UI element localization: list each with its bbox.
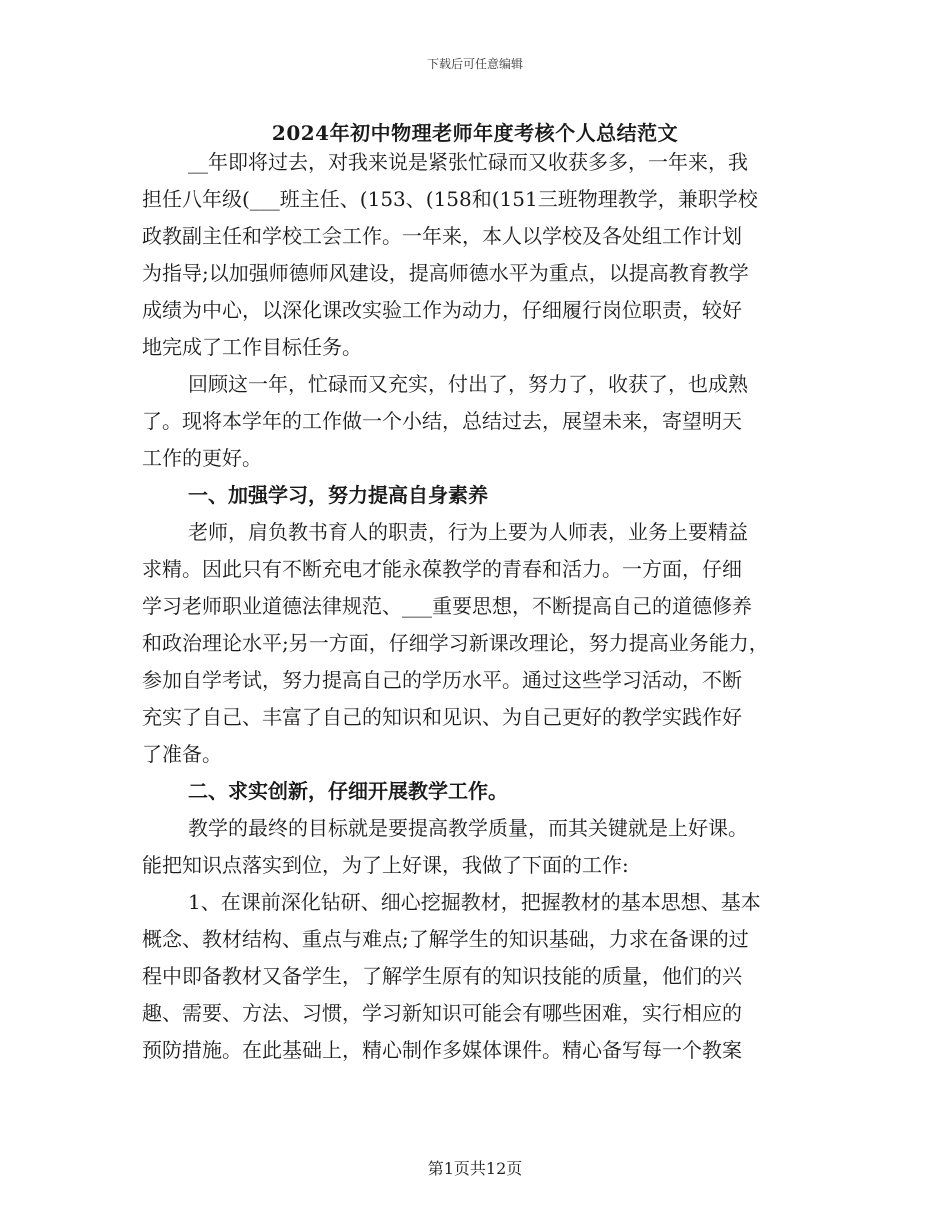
page-footer: 第1页共12页: [427, 1159, 523, 1178]
paragraph-line: 求精。因此只有不断充电才能永葆教学的青春和活力。一方面，仔细: [142, 557, 742, 581]
paragraph-line: 工作的更好。: [142, 446, 262, 470]
paragraph-line: __年即将过去，对我来说是紧张忙碌而又收获多多，一年来，我: [188, 150, 748, 174]
paragraph-line: 教学的最终的目标就是要提高教学质量，而其关键就是上好课。: [188, 816, 748, 840]
paragraph-line: 成绩为中心，以深化课改实验工作为动力，仔细履行岗位职责，较好: [142, 298, 742, 322]
section-heading: 一、加强学习，努力提高自身素养: [188, 483, 488, 507]
paragraph-line: 概念、教材结构、重点与难点;了解学生的知识基础，力求在备课的过: [142, 927, 749, 951]
header-note: 下载后可任意编辑: [426, 57, 523, 71]
section-heading: 二、求实创新，仔细开展教学工作。: [188, 779, 508, 803]
paragraph-line: 能把知识点落实到位，为了上好课，我做了下面的工作:: [142, 853, 629, 877]
paragraph-line: 为指导;以加强师德师风建设，提高师德水平为重点，以提高教育教学: [142, 261, 749, 285]
paragraph-line: 政教副主任和学校工会工作。一年来，本人以学校及各处组工作计划: [142, 224, 742, 248]
paragraph-line: 学习老师职业道德法律规范、___重要思想，不断提高自己的道德修养: [142, 594, 752, 618]
document-title: 2024年初中物理老师年度考核个人总结范文: [271, 121, 679, 145]
paragraph-line: 老师，肩负教书育人的职责，行为上要为人师表，业务上要精益: [188, 520, 748, 544]
paragraph-line: 充实了自己、丰富了自己的知识和见识、为自己更好的教学实践作好: [142, 705, 742, 729]
paragraph-line: 1、在课前深化钻研、细心挖掘教材，把握教材的基本思想、基本: [188, 890, 761, 914]
paragraph-line: 担任八年级(___班主任、(153、(158和(151三班物理教学，兼职学校: [142, 187, 758, 211]
paragraph-line: 了准备。: [142, 742, 222, 766]
paragraph-line: 地完成了工作目标任务。: [142, 335, 362, 359]
paragraph-line: 程中即备教材又备学生，了解学生原有的知识技能的质量，他们的兴: [142, 964, 742, 988]
paragraph-line: 和政治理论水平;另一方面，仔细学习新课改理论，努力提高业务能力，: [142, 631, 769, 655]
paragraph-line: 回顾这一年，忙碌而又充实，付出了，努力了，收获了，也成熟: [188, 372, 748, 396]
paragraph-line: 了。现将本学年的工作做一个小结，总结过去，展望未来，寄望明天: [142, 409, 742, 433]
paragraph-line: 预防措施。在此基础上，精心制作多媒体课件。精心备写每一个教案: [142, 1038, 742, 1062]
paragraph-line: 趣、需要、方法、习惯，学习新知识可能会有哪些困难，实行相应的: [142, 1001, 742, 1025]
paragraph-line: 参加自学考试，努力提高自己的学历水平。通过这些学习活动，不断: [142, 668, 742, 692]
